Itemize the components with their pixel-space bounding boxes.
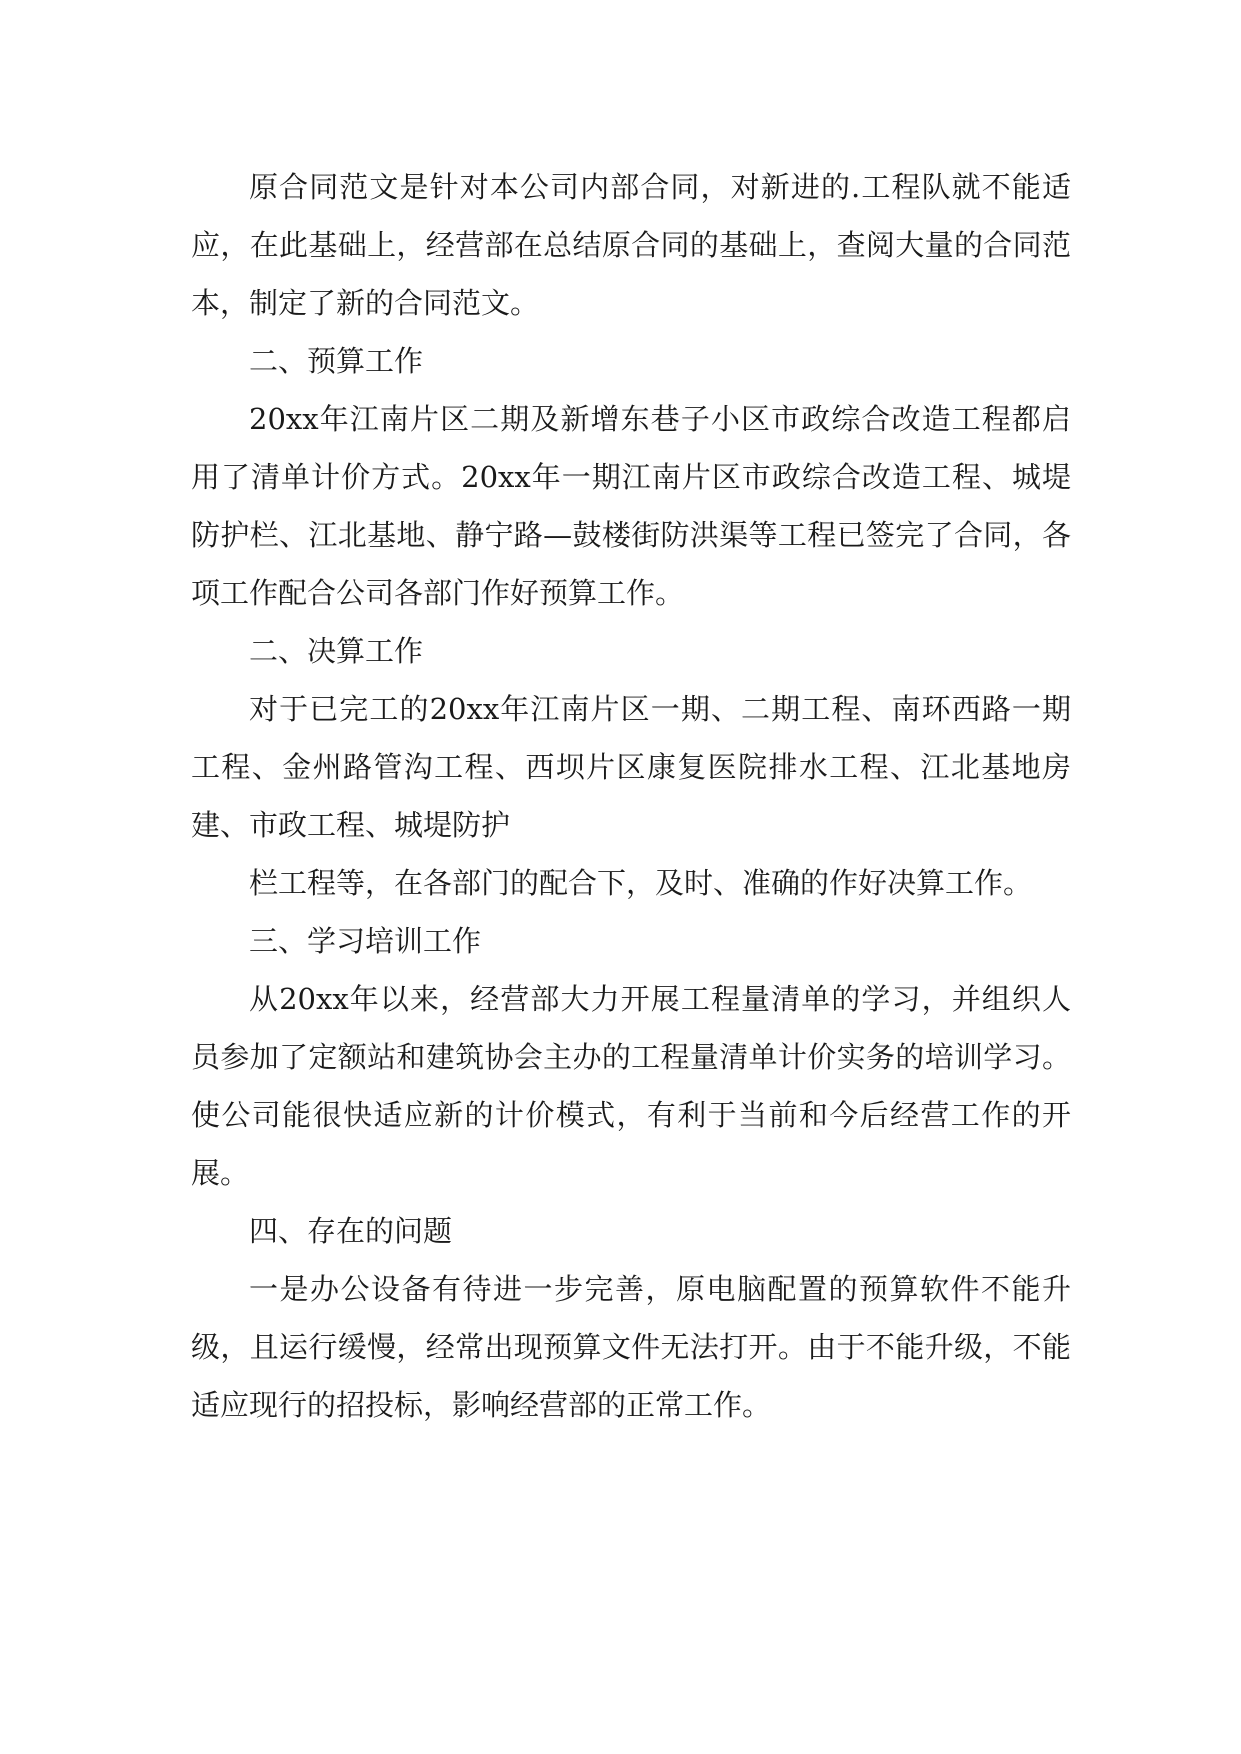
document-body: [191, 158, 1071, 1434]
paragraph-contract-template: 原合同范文是针对本公司内部合同，对新进的.工程队就不能适应，在此基础上，经营部在总结原合同的基础上，查阅大量的合同范本，制定了新的合同范文。: [191, 170, 1071, 320]
section-heading-budget: 二、预算工作: [249, 344, 424, 378]
paragraph-final-accounts-part1: 对于已完工的20xx年江南片区一期、二期工程、南环西路一期工程、金州路管沟工程、西坝片区康复医院排水工程、江北基地房建、市政工程、城堤防护: [191, 692, 1071, 842]
section-heading-problems: 四、存在的问题: [249, 1214, 453, 1248]
paragraph-budget-work: 20xx年江南片区二期及新增东巷子小区市政综合改造工程都启用了清单计价方式。20xx年一期江南片区市政综合改造工程、城堤防护栏、江北基地、静宁路—鼓楼街防洪渠等工程已签完了合同，各项工作配合公司各部门作好预算工作。: [191, 402, 1071, 610]
paragraph-problems: 一是办公设备有待进一步完善，原电脑配置的预算软件不能升级，且运行缓慢，经常出现预算文件无法打开。由于不能升级，不能适应现行的招投标，影响经营部的正常工作。: [191, 1272, 1071, 1422]
paragraph-final-accounts-part2: 栏工程等，在各部门的配合下，及时、准确的作好决算工作。: [249, 866, 1033, 900]
section-heading-training: 三、学习培训工作: [249, 924, 482, 958]
section-heading-final-accounts: 二、决算工作: [249, 634, 424, 668]
paragraph-training-work: 从20xx年以来，经营部大力开展工程量清单的学习，并组织人员参加了定额站和建筑协会主办的工程量清单计价实务的培训学习。使公司能很快适应新的计价模式，有利于当前和今后经营工作的开展。: [191, 982, 1071, 1190]
